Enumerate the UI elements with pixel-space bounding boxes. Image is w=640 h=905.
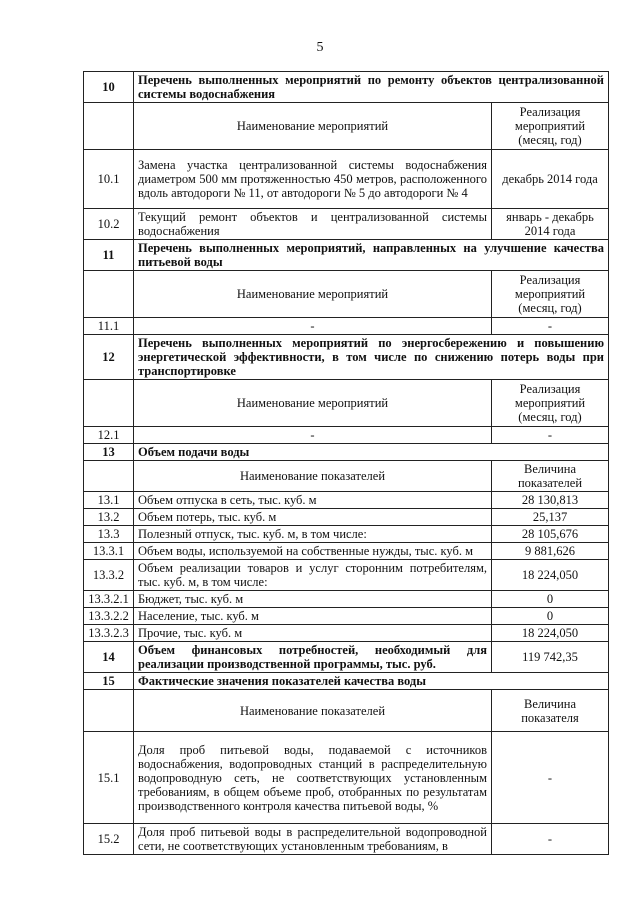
row-number: 13.3 [84,526,134,543]
row-value: декабрь 2014 года [492,150,609,209]
row-number: 13.3.2.3 [84,625,134,642]
section-number: 10 [84,72,134,103]
row-value: 18 224,050 [492,625,609,642]
table-row [84,608,609,625]
column-title-implementation: Реализация мероприятий (месяц, год) [492,271,609,318]
row-value: - [492,732,609,824]
row-number: 15.1 [84,732,134,824]
section-title: Объем подачи воды [134,444,609,461]
table-row [84,509,609,526]
row-text: Бюджет, тыс. куб. м [134,591,492,608]
row-number: 15.2 [84,824,134,855]
row-text: Полезный отпуск, тыс. куб. м, в том числе: [134,526,492,543]
column-title-measures: Наименование мероприятий [134,103,492,150]
column-header-row [84,461,609,492]
row-text: - [134,318,492,335]
table-row [84,209,609,240]
column-title-measures: Наименование мероприятий [134,271,492,318]
row-number: 13.2 [84,509,134,526]
row-text: Объем реализации товаров и услуг сторонним потребителям, тыс. куб. м, в том числе: [134,560,492,591]
column-title-value: Величина показателя [492,690,609,732]
section-header-15 [84,673,609,690]
column-title-indicators: Наименование показателей [134,461,492,492]
section-title: Перечень выполненных мероприятий по энергосбережению и повышению энергетической эффективности, в том числе по снижению потерь воды при транспортировке [134,335,609,380]
table-row [84,318,609,335]
table-row [84,732,609,824]
section-number: 11 [84,240,134,271]
row-value: 28 105,676 [492,526,609,543]
section-value: 119 742,35 [492,642,609,673]
row-value: - [492,318,609,335]
column-title-measures: Наименование мероприятий [134,380,492,427]
row-value: 0 [492,591,609,608]
table-row [84,150,609,209]
column-title-indicators: Наименование показателей [134,690,492,732]
section-number: 13 [84,444,134,461]
row-value: 9 881,626 [492,543,609,560]
row-text: Доля проб питьевой воды, подаваемой с источников водоснабжения, водопроводных станций в распределительную водопроводную сеть, не соответствующих установленным требованиям, в общем объеме проб, отобранных по результатам производственного контроля качества питьевой воды, % [134,732,492,824]
row-number: 13.3.1 [84,543,134,560]
table-row [84,427,609,444]
section-header-13 [84,444,609,461]
row-text: - [134,427,492,444]
table-row [84,591,609,608]
table-row [84,824,609,855]
column-title-implementation: Реализация мероприятий (месяц, год) [492,380,609,427]
production-program-table [83,71,609,855]
section-header-14 [84,642,609,673]
row-text: Замена участка централизованной системы водоснабжения диаметром 500 мм протяженностью 450 метров, расположенного вдоль автодороги № 11, от автодороги № 5 до автодороги № 4 [134,150,492,209]
table-row [84,492,609,509]
table-row [84,543,609,560]
section-number: 12 [84,335,134,380]
column-header-row [84,690,609,732]
row-text: Объем отпуска в сеть, тыс. куб. м [134,492,492,509]
row-value: 28 130,813 [492,492,609,509]
row-number: 10.1 [84,150,134,209]
row-number: 13.1 [84,492,134,509]
table-row [84,625,609,642]
row-text: Объем воды, используемой на собственные нужды, тыс. куб. м [134,543,492,560]
row-text: Доля проб питьевой воды в распределительной водопроводной сети, не соответствующих установленным требованиям, в [134,824,492,855]
section-title: Фактические значения показателей качества воды [134,673,609,690]
column-title-implementation: Реализация мероприятий (месяц, год) [492,103,609,150]
row-text: Объем потерь, тыс. куб. м [134,509,492,526]
row-value: январь - декабрь 2014 года [492,209,609,240]
column-header-row [84,103,609,150]
section-number: 14 [84,642,134,673]
section-header-10 [84,72,609,103]
row-number: 13.3.2 [84,560,134,591]
table-row [84,526,609,543]
row-number: 13.3.2.1 [84,591,134,608]
row-text: Прочие, тыс. куб. м [134,625,492,642]
row-value: - [492,824,609,855]
row-value: 0 [492,608,609,625]
row-number: 13.3.2.2 [84,608,134,625]
row-value: 25,137 [492,509,609,526]
row-text: Текущий ремонт объектов и централизованной системы водоснабжения [134,209,492,240]
row-value: - [492,427,609,444]
table-row [84,560,609,591]
row-value: 18 224,050 [492,560,609,591]
section-number: 15 [84,673,134,690]
row-number: 10.2 [84,209,134,240]
section-title: Перечень выполненных мероприятий, направленных на улучшение качества питьевой воды [134,240,609,271]
column-header-row [84,380,609,427]
row-text: Население, тыс. куб. м [134,608,492,625]
page-number: 5 [316,40,324,55]
column-header-row [84,271,609,318]
section-title: Перечень выполненных мероприятий по ремонту объектов централизованной системы водоснабжения [134,72,609,103]
column-title-value: Величина показателей [492,461,609,492]
section-header-12 [84,335,609,380]
row-number: 12.1 [84,427,134,444]
section-title: Объем финансовых потребностей, необходимый для реализации производственной программы, тыс. руб. [134,642,492,673]
row-number: 11.1 [84,318,134,335]
section-header-11 [84,240,609,271]
